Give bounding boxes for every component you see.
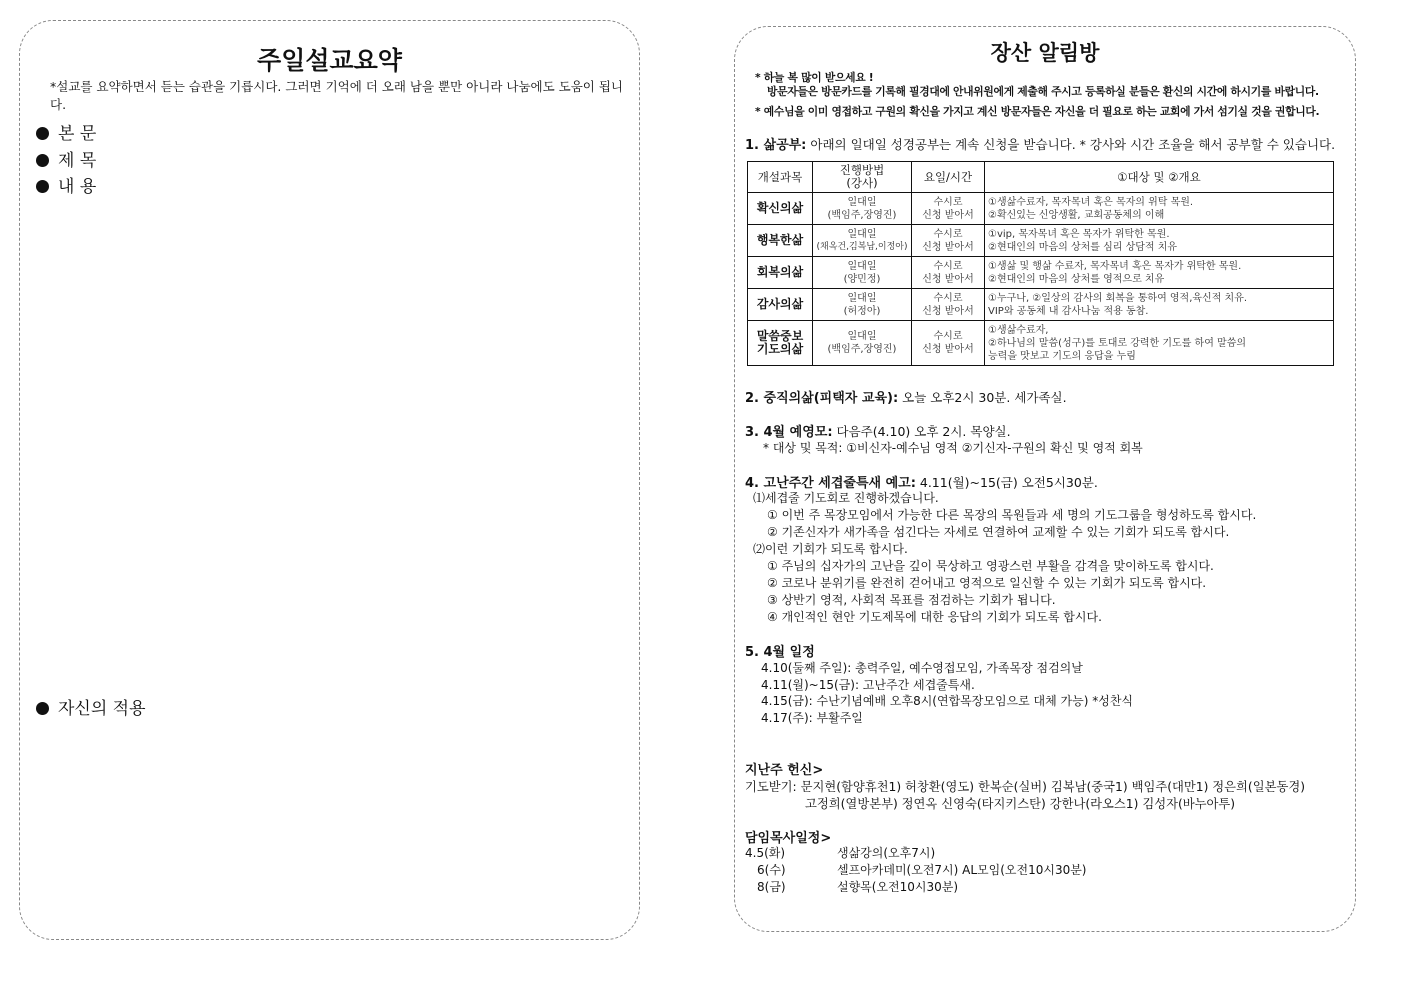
- course-time: [912, 225, 985, 257]
- april-schedule-line: 4.11(월)~15(금): 고난주간 세겹줄특새.: [761, 678, 975, 692]
- time-line: 신청 받아서: [922, 273, 974, 285]
- table-row: [748, 321, 1334, 366]
- april-schedule-line: 4.17(주): 부활주일: [761, 711, 863, 725]
- pastor-schedule-event: 설향목(오전10시30분): [837, 880, 959, 894]
- section-text: 아래의 일대일 성경공부는 계속 신청을 받습니다. * 강사와 시간 조율을 해서 공부할 수 있습니다.: [806, 137, 1336, 152]
- pastor-schedule-date: 4.5(화): [745, 846, 786, 860]
- section-april-schedule: [745, 641, 815, 660]
- course-method: [813, 289, 912, 321]
- section-elder-training: [745, 387, 1067, 406]
- course-method: [813, 257, 912, 289]
- desc-line: ①vip, 목자목녀 혹은 목자가 위탁한 목원.: [988, 228, 1170, 240]
- table-row: [748, 289, 1334, 321]
- method-line: (백임주,장영진): [827, 209, 897, 221]
- table-row: [748, 193, 1334, 225]
- pastor-schedule-date: 8(금): [757, 880, 786, 894]
- course-desc: [985, 289, 1334, 321]
- passion-week-line: ① 이번 주 목장모임에서 가능한 다른 목장의 목원들과 세 명의 기도그룹을 형성하도록 합시다.: [767, 508, 1257, 522]
- method-line: (채옥건,김복남,이정아): [816, 241, 908, 252]
- bullet-label: 본 문: [58, 124, 97, 144]
- section-label: 지난주 헌신>: [745, 763, 824, 778]
- section-april-meeting: [745, 421, 1011, 440]
- pastor-schedule-event: 생삶강의(오후7시): [837, 846, 936, 860]
- method-line: 일대일: [847, 260, 877, 272]
- offering-line: 기도받기: 문지현(함양휴천1) 허창환(영도) 한복순(실버) 김복남(중국1) 백임주(대만1) 정은희(일본동경): [745, 780, 1306, 794]
- course-name: 말씀중보 기도의삶: [748, 321, 813, 366]
- course-desc: [985, 225, 1334, 257]
- passion-week-line: ② 기존신자가 새가족을 섬긴다는 자세로 연결하여 교제할 수 있는 기회가 되도록 합시다.: [767, 525, 1230, 539]
- desc-line: VIP와 공동체 내 감사나눔 적용 동참.: [988, 305, 1149, 317]
- course-time: [912, 193, 985, 225]
- bullet-label: 제 목: [58, 151, 97, 171]
- passion-week-line: ④ 개인적인 현안 기도제목에 대한 응답의 기회가 되도록 합시다.: [767, 610, 1102, 624]
- course-time: [912, 289, 985, 321]
- desc-line: ②현대인의 마음의 상처를 영적으로 치유: [988, 273, 1165, 285]
- offering-title: [745, 759, 823, 778]
- course-name: 행복한삶: [748, 225, 813, 257]
- bullet-application: [36, 694, 146, 719]
- passion-week-line: ② 코로나 분위기를 완전히 걷어내고 영적으로 일신할 수 있는 기회가 되도록 합시다.: [767, 576, 1207, 590]
- passion-week-line: ⑴세겹줄 기도회로 진행하겠습니다.: [753, 491, 939, 505]
- course-method: [813, 193, 912, 225]
- notice-believers: * 예수님을 이미 영접하고 구원의 확신을 가지고 계신 방문자들은 자신을 더 필요로 하는 교회에 가서 섬기실 것을 권합니다.: [755, 105, 1320, 118]
- course-method: [813, 321, 912, 366]
- section-life-study: [745, 134, 1335, 153]
- april-schedule-line: 4.15(금): 수난기념예배 오후8시(연합목장모임으로 대체 가능) *성찬식: [761, 694, 1133, 708]
- time-line: 수시로: [933, 228, 963, 240]
- announcements-title: 장산 알림방: [990, 41, 1100, 65]
- table-header: 요일/시간: [912, 162, 985, 193]
- course-time: [912, 257, 985, 289]
- passion-week-line: ③ 상반기 영적, 사회적 목표를 점검하는 기회가 됩니다.: [767, 593, 1056, 607]
- table-header: 개설과목: [748, 162, 813, 193]
- offering-line: 고정희(열방본부) 정연옥 신영숙(타지키스탄) 강한나(라오스1) 김성자(바누아투): [805, 797, 1236, 811]
- method-line: 일대일: [847, 331, 877, 342]
- section-text: 오늘 오후2시 30분. 세가족실.: [898, 390, 1067, 405]
- section-label: 4. 고난주간 세겹줄특새 예고:: [745, 476, 916, 491]
- courses-table: [747, 161, 1334, 366]
- bullet-dot-icon: [36, 180, 49, 193]
- time-line: 수시로: [933, 196, 963, 208]
- time-line: 신청 받아서: [922, 209, 974, 221]
- course-desc: [985, 193, 1334, 225]
- bullet-label: 자신의 적용: [58, 699, 146, 719]
- time-line: 수시로: [933, 292, 963, 304]
- time-line: 신청 받아서: [922, 241, 974, 253]
- section-label: 5. 4월 일정: [745, 645, 815, 660]
- bullet-content: [36, 172, 96, 197]
- course-method: [813, 225, 912, 257]
- sermon-summary-title: 주일설교요약: [257, 46, 402, 75]
- desc-line: ②확신있는 신앙생활, 교회공동체의 이해: [988, 209, 1165, 221]
- bullet-dot-icon: [36, 702, 49, 715]
- table-header-row: [748, 162, 1334, 193]
- bullet-dot-icon: [36, 127, 49, 140]
- desc-line: ①생삶 및 행삶 수료자, 목자목녀 혹은 목자가 위탁한 목원.: [988, 260, 1242, 272]
- time-line: 신청 받아서: [922, 344, 974, 355]
- bullet-label: 내 용: [58, 177, 97, 197]
- sermon-summary-note: *설교를 요약하면서 듣는 습관을 기릅시다. 그러면 기억에 더 오래 남을 뿐만 아니라 나눔에도 도움이 됩니다.: [50, 79, 624, 112]
- method-line: (백임주,장영진): [827, 344, 897, 355]
- method-line: (양민정): [843, 273, 881, 285]
- desc-line: ①누구나, ②일상의 감사의 회복을 통하여 영적,육신적 치유.: [988, 292, 1248, 304]
- section-label: 2. 중직의삶(피택자 교육):: [745, 391, 899, 406]
- section-label: 담임목사일정>: [745, 831, 832, 846]
- table-header: ①대상 및 ②개요: [985, 162, 1334, 193]
- section-text: 4.11(월)~15(금) 오전5시30분.: [915, 475, 1098, 490]
- desc-line: 능력을 맛보고 기도의 응답을 누림: [988, 350, 1136, 362]
- notice-visitors: 방문자들은 방문카드를 기록해 필경대에 안내위원에게 제출해 주시고 등록하실 분들은 환신의 시간에 하시기를 바랍니다.: [767, 85, 1319, 98]
- desc-line: ②현대인의 마음의 상처를 심리 상담적 치유: [988, 241, 1178, 253]
- sermon-summary-panel: [19, 20, 640, 940]
- section-label: 3. 4월 예영모:: [745, 425, 833, 440]
- section-april-meeting-sub: * 대상 및 목적: ①비신자-예수님 영적 ②기신자-구원의 확신 및 영적 회복: [763, 441, 1143, 455]
- time-line: 수시로: [933, 331, 963, 342]
- course-name: 회복의삶: [748, 257, 813, 289]
- method-line: 일대일: [847, 196, 877, 208]
- course-name: 감사의삶: [748, 289, 813, 321]
- table-row: [748, 225, 1334, 257]
- bullet-scripture: [36, 119, 96, 144]
- time-line: 신청 받아서: [922, 305, 974, 317]
- method-line: 일대일: [847, 228, 877, 240]
- bullet-title: [36, 146, 96, 171]
- method-line: 일대일: [847, 292, 877, 304]
- course-desc: [985, 257, 1334, 289]
- course-name: 확신의삶: [748, 193, 813, 225]
- section-text: 다음주(4.10) 오후 2시. 목양실.: [832, 424, 1011, 439]
- notice-greeting: * 하늘 복 많이 받으세요 !: [755, 71, 874, 84]
- april-schedule-line: 4.10(둘째 주일): 총력주일, 예수영접모임, 가족목장 점검의날: [761, 661, 1083, 675]
- section-label: 1. 삶공부:: [745, 138, 807, 153]
- desc-line: ①생삶수료자, 목자목녀 혹은 목자의 위탁 목원.: [988, 196, 1194, 208]
- bullet-dot-icon: [36, 154, 49, 167]
- pastor-schedule-event: 셀프아카데미(오전7시) AL모임(오전10시30분): [837, 863, 1087, 877]
- course-time: [912, 321, 985, 366]
- pastor-schedule-date: 6(수): [757, 863, 786, 877]
- desc-line: ①생삶수료자,: [988, 324, 1049, 336]
- desc-line: ②하나님의 말씀(성구)를 토대로 강력한 기도를 하여 말씀의: [988, 337, 1247, 349]
- method-line: (허정아): [843, 305, 881, 317]
- time-line: 수시로: [933, 260, 963, 272]
- passion-week-line: ⑵이런 기회가 되도록 합시다.: [753, 542, 908, 556]
- announcements-panel: [734, 26, 1356, 932]
- table-header: 진행방법 (강사): [813, 162, 912, 193]
- passion-week-line: ① 주님의 십자가의 고난을 깊이 묵상하고 영광스런 부활을 감격을 맞이하도록 합시다.: [767, 559, 1214, 573]
- course-desc: [985, 321, 1334, 366]
- table-row: [748, 257, 1334, 289]
